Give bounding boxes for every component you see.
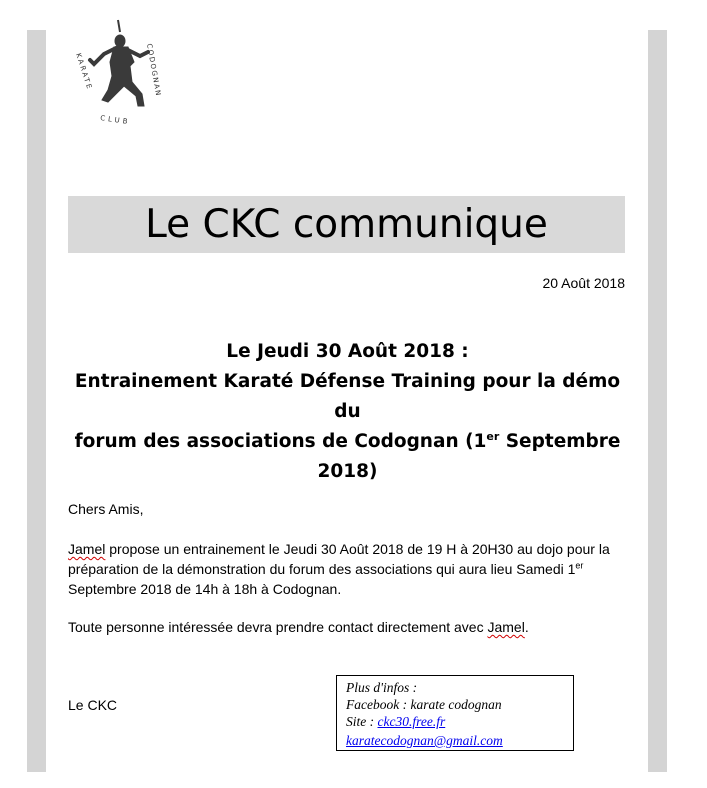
- logo-text-left: KARATE: [74, 52, 94, 92]
- info-site: Site : ckc30.free.fr: [346, 714, 446, 729]
- signature: Le CKC: [68, 697, 118, 713]
- paragraph-contact: Toute personne intéressée devra prendre contact directement avec Jamel.: [68, 619, 529, 635]
- karate-figure-icon: [90, 20, 148, 106]
- info-heading: Plus d'infos :: [346, 680, 418, 695]
- headline-line-3: forum des associations de Codognan (1er Septembre: [74, 429, 621, 452]
- headline-line-1: Le Jeudi 30 Août 2018 :: [226, 341, 469, 362]
- name-jamel: Jamel: [68, 541, 106, 557]
- name-jamel: Jamel: [487, 619, 525, 635]
- page-margin-left: [27, 30, 46, 772]
- karate-club-logo: [68, 14, 164, 126]
- paragraph-training: Jamel propose un entrainement le Jeudi 30 Août 2018 de 19 H à 20H30 au dojo pour la préparation de la démonstration du forum des associations qui aura lieu Samedi 1er Septembre 2018 de 14h à 18h à Codognan.: [68, 541, 610, 597]
- site-link[interactable]: ckc30.free.fr: [377, 714, 446, 729]
- info-box: [336, 675, 574, 751]
- title-banner: [68, 196, 625, 253]
- info-facebook: Facebook : karate codognan: [346, 697, 502, 712]
- email-link[interactable]: karatecodognan@gmail.com: [346, 733, 503, 748]
- headline: [60, 337, 635, 487]
- headline-line-2: Entrainement Karaté Défense Training pour la démo du: [74, 371, 621, 422]
- document-date: 20 Août 2018: [542, 275, 625, 291]
- logo-text-right: CODOGNAN: [145, 42, 163, 98]
- page-title: Le CKC communique: [145, 202, 548, 247]
- greeting: Chers Amis,: [68, 501, 144, 517]
- headline-line-4: 2018): [317, 461, 378, 482]
- logo-text-bottom: CLUB: [99, 114, 131, 126]
- page-margin-right: [648, 30, 667, 772]
